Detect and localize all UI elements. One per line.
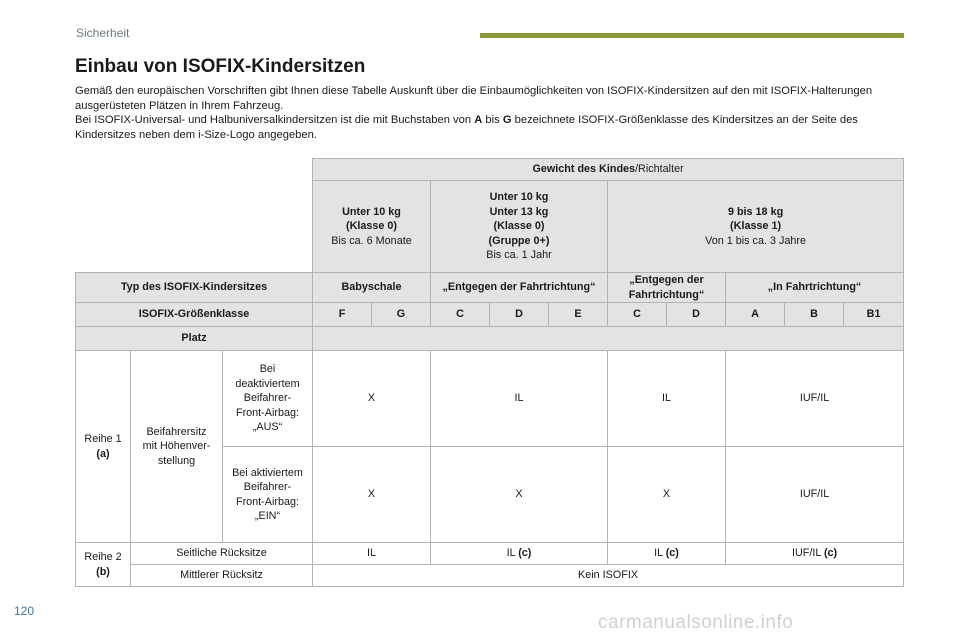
middle-seat-label: Mittlerer Rücksitz: [131, 565, 313, 587]
size-cell: E: [549, 303, 608, 327]
row1-airbag-off: [76, 351, 904, 447]
intro-paragraph-1: Gemäß den europäischen Vorschriften gibt Ihnen diese Tabelle Auskunft über die Einbaumöglichkeiten von ISOFIX-Kindersitzen auf den mit ISOFIX-Halterungen ausgerüsteten Plätzen in Ihrem Fahrzeug.: [75, 85, 873, 112]
weight-groups-row: [76, 181, 904, 273]
type-cell: Babyschale: [313, 273, 431, 303]
size-cell: F: [313, 303, 372, 327]
watermark: carmanualsonline.info: [598, 612, 794, 633]
platz-label: Platz: [76, 327, 313, 351]
row2-middle-seat: [76, 565, 904, 587]
size-cell: D: [667, 303, 726, 327]
table-cell: X: [313, 447, 431, 543]
table-cell: X: [431, 447, 608, 543]
size-label: ISOFIX-Größenklasse: [76, 303, 313, 327]
middle-seat-value: Kein ISOFIX: [313, 565, 904, 587]
table-cell: IL: [431, 351, 608, 447]
weight-header: Gewicht des Kindes/Richtalter: [313, 159, 904, 181]
table-cell: X: [608, 447, 726, 543]
platz-row: [76, 327, 904, 351]
type-cell: „Entgegen der Fahrtrichtung“: [431, 273, 608, 303]
type-cell: „In Fahrtrichtung“: [726, 273, 904, 303]
type-row: [76, 273, 904, 303]
type-label: Typ des ISOFIX-Kindersitzes: [76, 273, 313, 303]
row2-side-seats: [76, 543, 904, 565]
weight-group-2: Unter 10 kg Unter 13 kg (Klasse 0) (Gruppe 0+) Bis ca. 1 Jahr: [431, 181, 608, 273]
section-bar: [480, 33, 904, 38]
weight-header-row: [76, 159, 904, 181]
size-cell: D: [490, 303, 549, 327]
intro-text: [75, 84, 905, 142]
row2-label: Reihe 2 (b): [76, 543, 131, 587]
weight-group-3: 9 bis 18 kg (Klasse 1) Von 1 bis ca. 3 Jahre: [608, 181, 904, 273]
isofix-table: [75, 158, 904, 587]
weight-group-1: Unter 10 kg (Klasse 0) Bis ca. 6 Monate: [313, 181, 431, 273]
table-cell: X: [313, 351, 431, 447]
airbag-off-label: Bei deaktiviertem Beifahrer- Front-Airbag: „AUS“: [223, 351, 313, 447]
intro-paragraph-2: Bei ISOFIX-Universal- und Halbuniversalkindersitzen ist die mit Buchstaben von A bis G bezeichnete ISOFIX-Größenklasse des Kindersitzes an der Seite des Kindersitzes neben dem i-Size-Logo angegeben.: [75, 114, 858, 141]
type-cell: „Entgegen der Fahrtrichtung“: [608, 273, 726, 303]
row1-label: Reihe 1 (a): [76, 351, 131, 543]
size-cell: C: [431, 303, 490, 327]
size-cell: A: [726, 303, 785, 327]
table-cell: IUF/IL: [726, 447, 904, 543]
size-cell: B1: [844, 303, 904, 327]
size-cell: B: [785, 303, 844, 327]
page-number: 120: [14, 604, 35, 618]
size-cell: C: [608, 303, 667, 327]
table-cell: IUF/IL (c): [726, 543, 904, 565]
table-cell: IUF/IL: [726, 351, 904, 447]
table-cell: IL (c): [608, 543, 726, 565]
page-title: Einbau von ISOFIX-Kindersitzen: [75, 56, 366, 77]
table-cell: IL: [608, 351, 726, 447]
airbag-on-label: Bei aktiviertem Beifahrer- Front-Airbag: „EIN“: [223, 447, 313, 543]
row1-seat: Beifahrersitz mit Höhenver- stellung: [131, 351, 223, 543]
size-row: [76, 303, 904, 327]
table-cell: IL: [313, 543, 431, 565]
section-label: Sicherheit: [76, 26, 130, 40]
size-cell: G: [372, 303, 431, 327]
side-seats-label: Seitliche Rücksitze: [131, 543, 313, 565]
table-cell: IL (c): [431, 543, 608, 565]
